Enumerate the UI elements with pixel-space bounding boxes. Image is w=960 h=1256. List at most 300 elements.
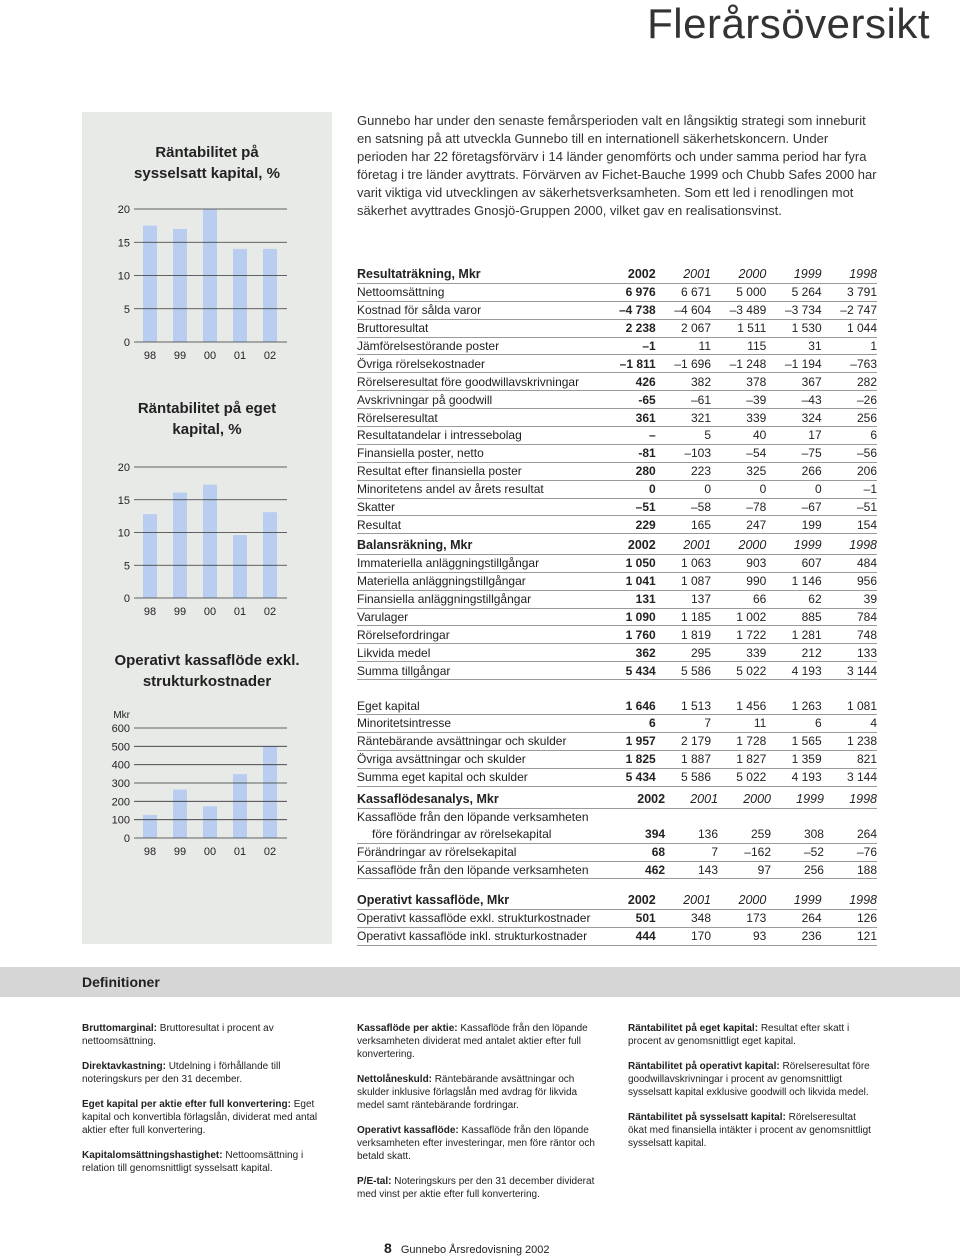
row-label: före förändringar av rörelsekapital bbox=[357, 826, 612, 843]
cell-value bbox=[766, 680, 821, 698]
cell-value: 206 bbox=[822, 462, 877, 480]
cell-value: 1 728 bbox=[711, 732, 766, 750]
y-tick-label: 0 bbox=[123, 833, 130, 845]
cell-value: 11 bbox=[656, 337, 711, 355]
cell-value: 1 090 bbox=[600, 608, 655, 626]
table-row bbox=[357, 427, 877, 445]
cell-value: 2002 bbox=[600, 266, 655, 283]
table-row bbox=[357, 732, 877, 750]
cell-value: 484 bbox=[822, 554, 877, 572]
cell-value: 1998 bbox=[824, 791, 877, 808]
definition-text: Eget kapital och konvertibla förlagslån, dividerat med antal aktier efter full konvertering. bbox=[82, 1099, 318, 1136]
cell-value: 5 586 bbox=[656, 662, 711, 680]
cell-value: 2002 bbox=[612, 791, 665, 808]
cell-value: 115 bbox=[711, 337, 766, 355]
y-tick-label: 5 bbox=[123, 560, 130, 573]
definition-item bbox=[628, 1060, 876, 1099]
table-row bbox=[357, 826, 877, 843]
cell-value: –58 bbox=[656, 498, 711, 516]
cell-value bbox=[665, 808, 718, 825]
y-tick-label: 20 bbox=[117, 462, 130, 474]
row-label: Operativt kassaflöde inkl. strukturkostnader bbox=[357, 927, 600, 945]
row-label: Jämförelsestörande poster bbox=[357, 337, 600, 355]
definition-item bbox=[82, 1098, 330, 1137]
bar-00 bbox=[203, 806, 217, 838]
cell-value bbox=[612, 808, 665, 825]
y-tick-label: 600 bbox=[111, 723, 130, 735]
table-row bbox=[357, 626, 877, 644]
cell-value: 3 144 bbox=[822, 768, 877, 786]
cell-value: 97 bbox=[718, 861, 771, 879]
chart-roce-title: Räntabilitet på sysselsatt kapital, % bbox=[134, 144, 280, 182]
row-label: Operativt kassaflöde, Mkr bbox=[357, 892, 600, 909]
cell-value bbox=[771, 808, 824, 825]
row-label: Operativt kassaflöde exkl. strukturkostnader bbox=[357, 909, 600, 927]
definition-item bbox=[628, 1111, 876, 1150]
cell-value: 2 238 bbox=[600, 319, 655, 337]
cell-value: 0 bbox=[600, 480, 655, 498]
cell-value: 382 bbox=[656, 373, 711, 391]
row-label: Räntebärande avsättningar och skulder bbox=[357, 732, 600, 750]
table-row bbox=[357, 373, 877, 391]
x-tick-label: 01 bbox=[233, 846, 247, 858]
table-row bbox=[357, 498, 877, 516]
y-tick-label: 20 bbox=[117, 204, 130, 216]
row-label: Bruttoresultat bbox=[357, 319, 600, 337]
balance-sheet-table bbox=[357, 537, 877, 787]
cell-value: 264 bbox=[824, 826, 877, 843]
chart-roe-title: Räntabilitet på eget kapital, % bbox=[137, 400, 277, 438]
cell-value: –3 734 bbox=[766, 301, 821, 319]
table-row bbox=[357, 554, 877, 572]
definition-item bbox=[357, 1124, 605, 1163]
bar-00 bbox=[203, 485, 217, 598]
table-row bbox=[357, 662, 877, 680]
row-label: Materiella anläggningstillgångar bbox=[357, 572, 600, 590]
cell-value: 1 511 bbox=[711, 319, 766, 337]
table-row bbox=[357, 516, 877, 534]
bar-02 bbox=[263, 746, 277, 838]
definition-term: P/E-tal: bbox=[357, 1176, 395, 1187]
cell-value: 2 179 bbox=[656, 732, 711, 750]
row-label: Resultaträkning, Mkr bbox=[357, 266, 600, 283]
definition-item bbox=[628, 1022, 876, 1048]
bar-99 bbox=[173, 229, 187, 342]
cell-value: 2002 bbox=[600, 892, 655, 909]
y-tick-label: 100 bbox=[111, 814, 130, 827]
cell-value: 426 bbox=[600, 373, 655, 391]
row-label: Finansiella anläggningstillgångar bbox=[357, 590, 600, 608]
definition-term: Operativt kassaflöde: bbox=[357, 1125, 462, 1136]
cell-value: 1 760 bbox=[600, 626, 655, 644]
cell-value: 1 819 bbox=[656, 626, 711, 644]
y-tick-label: 300 bbox=[111, 778, 130, 790]
row-label: Finansiella poster, netto bbox=[357, 444, 600, 462]
table-row bbox=[357, 319, 877, 337]
cell-value: 17 bbox=[766, 427, 821, 445]
definitions-heading: Definitioner bbox=[82, 974, 160, 990]
cell-value: –1 696 bbox=[656, 355, 711, 373]
x-tick-label: 98 bbox=[143, 350, 157, 362]
cell-value: 2002 bbox=[600, 537, 655, 554]
cell-value: 212 bbox=[766, 644, 821, 662]
cell-value: 444 bbox=[600, 927, 655, 945]
row-label: Kassaflödesanalys, Mkr bbox=[357, 791, 612, 808]
definition-item bbox=[357, 1175, 605, 1201]
row-label: Varulager bbox=[357, 608, 600, 626]
definitions-bar bbox=[0, 967, 960, 997]
row-label: Rörelsefordringar bbox=[357, 626, 600, 644]
cell-value: 325 bbox=[711, 462, 766, 480]
cell-value: –3 489 bbox=[711, 301, 766, 319]
cell-value: –763 bbox=[822, 355, 877, 373]
cell-value: 784 bbox=[822, 608, 877, 626]
cell-value: 256 bbox=[771, 861, 824, 879]
cell-value: 295 bbox=[656, 644, 711, 662]
cell-value: 137 bbox=[656, 590, 711, 608]
table-header-row bbox=[357, 791, 877, 808]
cell-value: 6 671 bbox=[656, 283, 711, 301]
cell-value: –1 bbox=[600, 337, 655, 355]
cell-value: 348 bbox=[656, 909, 711, 927]
table-row bbox=[357, 697, 877, 714]
cell-value: 339 bbox=[711, 409, 766, 427]
income-statement-table bbox=[357, 266, 877, 534]
definition-term: Räntabilitet på sysselsatt kapital: bbox=[628, 1112, 789, 1123]
cell-value: 6 bbox=[766, 715, 821, 733]
cell-value: 1999 bbox=[766, 266, 821, 283]
cell-value: –1 811 bbox=[600, 355, 655, 373]
table-row bbox=[357, 843, 877, 861]
y-tick-label: 400 bbox=[111, 759, 130, 772]
cell-value: 7 bbox=[665, 843, 718, 861]
definition-term: Nettolåneskuld: bbox=[357, 1074, 435, 1085]
cell-value: 339 bbox=[711, 644, 766, 662]
cell-value: –75 bbox=[766, 444, 821, 462]
x-tick-label: 99 bbox=[173, 606, 187, 618]
cell-value: 1 050 bbox=[600, 554, 655, 572]
cell-value: 367 bbox=[766, 373, 821, 391]
cell-value: 903 bbox=[711, 554, 766, 572]
cell-value: –1 bbox=[822, 480, 877, 498]
cell-value: 143 bbox=[665, 861, 718, 879]
cell-value: 956 bbox=[822, 572, 877, 590]
table-row bbox=[357, 608, 877, 626]
cell-value: -65 bbox=[600, 391, 655, 409]
table-row bbox=[357, 480, 877, 498]
cell-value: 501 bbox=[600, 909, 655, 927]
cell-value: 2000 bbox=[718, 791, 771, 808]
cell-value: 1 722 bbox=[711, 626, 766, 644]
row-label: Balansräkning, Mkr bbox=[357, 537, 600, 554]
cell-value: 324 bbox=[766, 409, 821, 427]
definition-text: Utdelning i förhållande till noteringskurs per den 31 december. bbox=[82, 1061, 281, 1085]
table-header-row bbox=[357, 266, 877, 283]
cell-value bbox=[711, 680, 766, 698]
cell-value: 39 bbox=[822, 590, 877, 608]
x-tick-label: 98 bbox=[143, 846, 157, 858]
cell-value: 11 bbox=[711, 715, 766, 733]
definition-item bbox=[82, 1060, 330, 1086]
cell-value: 1 044 bbox=[822, 319, 877, 337]
cell-value bbox=[824, 808, 877, 825]
cell-value: 40 bbox=[711, 427, 766, 445]
y-tick-label: 10 bbox=[117, 270, 130, 283]
row-label: Minoritetsintresse bbox=[357, 715, 600, 733]
cell-value: 5 bbox=[656, 427, 711, 445]
row-label: Resultat bbox=[357, 516, 600, 534]
cell-value: 1 359 bbox=[766, 750, 821, 768]
cell-value: –103 bbox=[656, 444, 711, 462]
x-tick-label: 02 bbox=[263, 606, 277, 618]
table-row bbox=[357, 462, 877, 480]
cell-value: 264 bbox=[766, 909, 821, 927]
cell-value: 378 bbox=[711, 373, 766, 391]
cell-value: 93 bbox=[711, 927, 766, 945]
cell-value: 361 bbox=[600, 409, 655, 427]
cell-value: 3 791 bbox=[822, 283, 877, 301]
cell-value: 5 022 bbox=[711, 662, 766, 680]
page-footer bbox=[384, 1240, 549, 1256]
cell-value: 1 530 bbox=[766, 319, 821, 337]
cell-value: 2001 bbox=[656, 537, 711, 554]
bar-99 bbox=[173, 790, 187, 838]
cell-value: 1 002 bbox=[711, 608, 766, 626]
row-label: Kassaflöde från den löpande verksamheten bbox=[357, 810, 589, 825]
cell-value: 280 bbox=[600, 462, 655, 480]
cell-value: 199 bbox=[766, 516, 821, 534]
table-header-row bbox=[357, 537, 877, 554]
row-label: Immateriella anläggningstillgångar bbox=[357, 554, 600, 572]
table-row bbox=[357, 644, 877, 662]
cell-value: 165 bbox=[656, 516, 711, 534]
x-tick-label: 02 bbox=[263, 846, 277, 858]
table-row bbox=[357, 750, 877, 768]
table-row bbox=[357, 283, 877, 301]
cell-value: –61 bbox=[656, 391, 711, 409]
cell-value: 1 646 bbox=[600, 697, 655, 714]
table-row bbox=[357, 927, 877, 945]
cell-value: 1 263 bbox=[766, 697, 821, 714]
row-label: Skatter bbox=[357, 498, 600, 516]
row-label: Rörelseresultat före goodwillavskrivningar bbox=[357, 373, 600, 391]
y-tick-label: 0 bbox=[123, 593, 130, 605]
x-tick-label: 00 bbox=[203, 606, 217, 618]
cell-value: –2 747 bbox=[822, 301, 877, 319]
cell-value bbox=[718, 808, 771, 825]
cell-value: 2000 bbox=[711, 892, 766, 909]
x-tick-label: 99 bbox=[173, 350, 187, 362]
cell-value: 2001 bbox=[656, 266, 711, 283]
table-row bbox=[357, 768, 877, 786]
cell-value: –4 738 bbox=[600, 301, 655, 319]
cell-value: 170 bbox=[656, 927, 711, 945]
table-row bbox=[357, 337, 877, 355]
chart-cashflow bbox=[82, 630, 332, 890]
cell-value: 5 434 bbox=[600, 662, 655, 680]
cell-value: 5 022 bbox=[711, 768, 766, 786]
row-label: Kostnad för sålda varor bbox=[357, 301, 600, 319]
cell-value: 121 bbox=[822, 927, 877, 945]
cell-value: 223 bbox=[656, 462, 711, 480]
definition-item bbox=[82, 1149, 330, 1175]
cell-value: 136 bbox=[665, 826, 718, 843]
cell-value: 188 bbox=[824, 861, 877, 879]
cell-value: 1 bbox=[822, 337, 877, 355]
table-row bbox=[357, 909, 877, 927]
cell-value: 394 bbox=[612, 826, 665, 843]
definition-term: Direktavkastning: bbox=[82, 1061, 169, 1072]
cell-value: 1 238 bbox=[822, 732, 877, 750]
definitions-column-1 bbox=[82, 1022, 330, 1187]
cell-value: 1 957 bbox=[600, 732, 655, 750]
cell-value: 1 281 bbox=[766, 626, 821, 644]
cell-value: 462 bbox=[612, 861, 665, 879]
definition-term: Räntabilitet på operativt kapital: bbox=[628, 1061, 783, 1072]
cell-value: 154 bbox=[822, 516, 877, 534]
row-label: Förändringar av rörelsekapital bbox=[357, 843, 612, 861]
cell-value: 1999 bbox=[771, 791, 824, 808]
cell-value: 5 000 bbox=[711, 283, 766, 301]
definition-text: Noteringskurs per den 31 december dividerat med vinst per aktie efter full konvertering. bbox=[357, 1176, 595, 1200]
cell-value: –52 bbox=[771, 843, 824, 861]
cell-value: 2 067 bbox=[656, 319, 711, 337]
cell-value: 7 bbox=[656, 715, 711, 733]
cell-value: –67 bbox=[766, 498, 821, 516]
cell-value: –76 bbox=[824, 843, 877, 861]
cell-value: 68 bbox=[612, 843, 665, 861]
intro-text: Gunnebo har under den senaste femårsperioden valt en långsiktig strategi som inneburit en satsning på att utveckla Gunnebo till en internationell säkerhetskoncern. Under perioden har 22 företagsförvärv i 14 länder genomförts och under samma period har fyra företag i tre länder avyttrats. Förvärven av Fichet-Bauche 1999 och Chubb Safes 2000 har varit viktiga vid utvecklingen av säkerhetsverksamheten. Som ett led i renodlingen mot säkerhet avyttrades Gnosjö-Gruppen 2000, vilket gav en realisationsvinst. bbox=[357, 113, 877, 218]
table-row bbox=[357, 391, 877, 409]
footer-text: Gunnebo Årsredovisning 2002 bbox=[400, 1244, 550, 1256]
cell-value: 5 264 bbox=[766, 283, 821, 301]
x-tick-label: 98 bbox=[143, 606, 157, 618]
x-tick-label: 00 bbox=[203, 350, 217, 362]
cell-value: 321 bbox=[656, 409, 711, 427]
definition-text: Räntebärande avsättningar och skulder inklusive förlagslån med avdrag för likvida medel samt räntebärande fordringar. bbox=[357, 1074, 578, 1111]
unit-label: Mkr bbox=[113, 710, 130, 721]
table-row bbox=[357, 715, 877, 733]
chart-roce bbox=[82, 112, 332, 372]
definition-item bbox=[357, 1022, 605, 1061]
cell-value: 6 bbox=[600, 715, 655, 733]
bar-01 bbox=[233, 774, 247, 838]
row-label: Minoritetens andel av årets resultat bbox=[357, 480, 600, 498]
x-tick-label: 02 bbox=[263, 350, 277, 362]
table-row bbox=[357, 409, 877, 427]
cell-value: 5 586 bbox=[656, 768, 711, 786]
cell-value: 821 bbox=[822, 750, 877, 768]
cell-value: 31 bbox=[766, 337, 821, 355]
operating-cashflow-table bbox=[357, 892, 877, 946]
cell-value: –26 bbox=[822, 391, 877, 409]
cell-value: –1 248 bbox=[711, 355, 766, 373]
definition-term: Räntabilitet på eget kapital: bbox=[628, 1023, 761, 1034]
cell-value: 256 bbox=[822, 409, 877, 427]
cell-value: 229 bbox=[600, 516, 655, 534]
table-row bbox=[357, 808, 877, 825]
cell-value: 1998 bbox=[822, 537, 877, 554]
definition-text: Bruttoresultat i procent av nettoomsättning. bbox=[82, 1023, 274, 1047]
table-row bbox=[357, 355, 877, 373]
spacer-row bbox=[357, 680, 877, 698]
row-label: Summa tillgångar bbox=[357, 662, 600, 680]
row-label: Resultatandelar i intressebolag bbox=[357, 427, 600, 445]
cell-value: 0 bbox=[766, 480, 821, 498]
cell-value: 66 bbox=[711, 590, 766, 608]
bar-01 bbox=[233, 249, 247, 342]
cell-value bbox=[656, 680, 711, 698]
cell-value bbox=[822, 680, 877, 698]
row-label: Övriga rörelsekostnader bbox=[357, 355, 600, 373]
cell-value: 4 193 bbox=[766, 768, 821, 786]
table-row bbox=[357, 301, 877, 319]
bar-01 bbox=[233, 535, 247, 598]
cell-value: 1998 bbox=[822, 266, 877, 283]
cell-value: 1 513 bbox=[656, 697, 711, 714]
cell-value: 990 bbox=[711, 572, 766, 590]
bar-02 bbox=[263, 249, 277, 342]
cell-value: 1 081 bbox=[822, 697, 877, 714]
cell-value: 1 456 bbox=[711, 697, 766, 714]
definition-term: Kassaflöde per aktie: bbox=[357, 1023, 461, 1034]
table-row bbox=[357, 861, 877, 879]
cell-value: 3 144 bbox=[822, 662, 877, 680]
chart-cashflow-title: Operativt kassaflöde exkl. strukturkostnader bbox=[114, 652, 300, 690]
page-title: Flerårsöversikt bbox=[647, 0, 930, 47]
row-label: Övriga avsättningar och skulder bbox=[357, 750, 600, 768]
row-label: Kassaflöde från den löpande verksamheten bbox=[357, 861, 612, 879]
cell-value: 1 827 bbox=[711, 750, 766, 768]
cell-value: 131 bbox=[600, 590, 655, 608]
cell-value: 1999 bbox=[766, 892, 821, 909]
cell-value: 236 bbox=[766, 927, 821, 945]
y-tick-label: 0 bbox=[123, 337, 130, 349]
definition-text: Resultat efter skatt i procent av genomsnittligt eget kapital. bbox=[628, 1023, 850, 1047]
definition-text: Rörelseresultat före goodwillavskrivningar i procent av genomsnittligt sysselsatt kapital exklusive goodwill och likvida medel. bbox=[628, 1061, 870, 1098]
x-tick-label: 01 bbox=[233, 350, 247, 362]
row-label: Rörelseresultat bbox=[357, 409, 600, 427]
cell-value: 2000 bbox=[711, 537, 766, 554]
cashflow-table bbox=[357, 791, 877, 879]
cell-value: 62 bbox=[766, 590, 821, 608]
row-label: Summa eget kapital och skulder bbox=[357, 768, 600, 786]
cell-value: 1 185 bbox=[656, 608, 711, 626]
cell-value: 2001 bbox=[665, 791, 718, 808]
row-label: Nettoomsättning bbox=[357, 283, 600, 301]
cell-value: 0 bbox=[656, 480, 711, 498]
cell-value: 5 434 bbox=[600, 768, 655, 786]
x-tick-label: 01 bbox=[233, 606, 247, 618]
definition-term: Bruttomarginal: bbox=[82, 1023, 160, 1034]
y-tick-label: 5 bbox=[123, 303, 130, 316]
cell-value: –4 604 bbox=[656, 301, 711, 319]
definition-term: Kapitalomsättningshastighet: bbox=[82, 1150, 226, 1161]
cell-value: 1 887 bbox=[656, 750, 711, 768]
row-label: Eget kapital bbox=[357, 697, 600, 714]
cell-value: 607 bbox=[766, 554, 821, 572]
cell-value bbox=[600, 680, 655, 698]
bar-99 bbox=[173, 493, 187, 598]
cell-value: –43 bbox=[766, 391, 821, 409]
cell-value: 4 bbox=[822, 715, 877, 733]
cell-value: 173 bbox=[711, 909, 766, 927]
definitions-column-3 bbox=[628, 1022, 876, 1162]
bar-98 bbox=[143, 514, 157, 598]
table-row bbox=[357, 444, 877, 462]
definition-text: Kassaflöde från den löpande verksamheten efter investeringar, men före räntor och betald skatt. bbox=[357, 1125, 595, 1162]
table-row bbox=[357, 572, 877, 590]
